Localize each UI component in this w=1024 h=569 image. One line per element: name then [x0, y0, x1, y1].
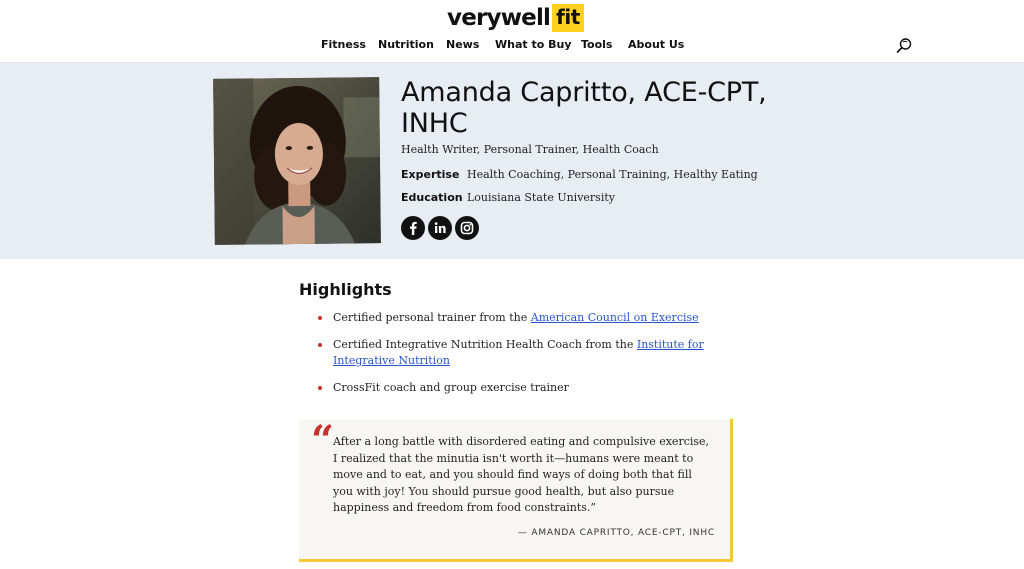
quote-mark-icon: “	[311, 417, 335, 464]
main-nav	[0, 38, 1024, 56]
bullet-icon	[318, 316, 322, 320]
education-label: Education	[401, 191, 463, 204]
logo-accent: fit	[552, 4, 584, 32]
bullet-icon	[318, 386, 322, 390]
bullet-icon	[318, 343, 322, 347]
highlight-text: CrossFit coach and group exercise trainer	[333, 381, 569, 394]
list-item	[316, 380, 716, 396]
nav-item-tools[interactable]: Tools	[581, 38, 613, 51]
list-item	[316, 337, 716, 369]
logo-wordmark: verywell	[447, 5, 551, 31]
highlight-text: Certified personal trainer from the	[333, 311, 531, 324]
author-roles: Health Writer, Personal Trainer, Health Coach	[401, 143, 659, 156]
author-name: Amanda Capritto, ACE-CPT, INHC	[401, 77, 767, 139]
nav-item-about-us[interactable]: About Us	[628, 38, 685, 51]
site-logo[interactable]	[447, 3, 584, 33]
author-portrait-image	[213, 77, 381, 245]
site-header	[0, 0, 1024, 63]
instagram-icon	[455, 216, 479, 240]
iin-link[interactable]: Institute for Integrative Nutrition	[333, 338, 704, 367]
facebook-link[interactable]	[401, 216, 425, 240]
nav-item-what-to-buy[interactable]: What to Buy	[495, 38, 572, 51]
expertise-value: Health Coaching, Personal Training, Healthy Eating	[467, 168, 758, 181]
nav-item-nutrition[interactable]: Nutrition	[378, 38, 434, 51]
nav-item-news[interactable]: News	[446, 38, 480, 51]
highlights-title: Highlights	[299, 280, 392, 299]
author-photo	[213, 77, 381, 245]
expertise-row	[401, 168, 758, 181]
highlights-list	[316, 310, 716, 407]
quote-attribution: — AMANDA CAPRITTO, ACE-CPT, INHC	[517, 528, 715, 538]
list-item	[316, 310, 716, 326]
instagram-link[interactable]	[455, 216, 479, 240]
linkedin-icon	[428, 216, 452, 240]
search-button[interactable]	[895, 37, 913, 55]
facebook-icon	[401, 216, 425, 240]
education-value: Louisiana State University	[467, 191, 615, 204]
expertise-label: Expertise	[401, 168, 460, 181]
education-row	[401, 191, 615, 204]
quote-text: After a long battle with disordered eating and compulsive exercise, I realized that the minutia isn't worth it—humans were meant to move and to eat, and you should find ways of doing both that fill you with joy! You should pursue good health, but also pursue happiness and freedom from food constraints.”	[333, 435, 710, 514]
linkedin-link[interactable]	[428, 216, 452, 240]
search-icon	[895, 37, 913, 55]
ace-link[interactable]: American Council on Exercise	[530, 311, 699, 324]
nav-item-fitness[interactable]: Fitness	[321, 38, 366, 51]
highlight-text: Certified Integrative Nutrition Health Coach from the	[333, 338, 637, 351]
